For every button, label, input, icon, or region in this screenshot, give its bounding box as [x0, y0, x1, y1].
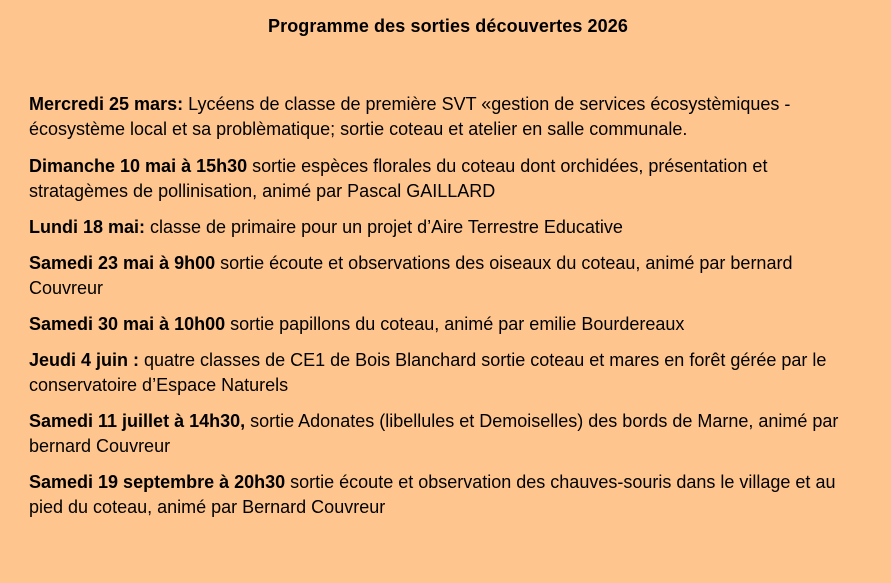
- document-title: Programme des sorties découvertes 2026: [268, 16, 628, 36]
- event-description: sortie écoute et observations des oiseaux du coteau, animé par bernard Couvreur: [29, 253, 793, 298]
- event-item: [29, 154, 867, 204]
- event-description: classe de primaire pour un projet d’Aire Terrestre Educative: [145, 217, 623, 237]
- event-item: [29, 312, 867, 337]
- event-date: Mercredi 25 mars:: [29, 94, 184, 114]
- event-list: [29, 92, 867, 520]
- event-item: [29, 92, 867, 142]
- event-item: [29, 470, 867, 520]
- event-item: [29, 348, 867, 398]
- event-date: Samedi 11 juillet à 14h30,: [29, 411, 246, 431]
- event-date: Samedi 30 mai à 10h00: [29, 314, 226, 334]
- event-description: sortie espèces florales du coteau dont orchidées, présentation et stratagèmes de pollinisation, animé par Pascal GAILLARD: [29, 156, 768, 201]
- event-date: Samedi 23 mai à 9h00: [29, 253, 216, 273]
- event-date: Jeudi 4 juin :: [29, 350, 140, 370]
- event-description: sortie papillons du coteau, animé par emilie Bourdereaux: [225, 314, 685, 334]
- event-date: Lundi 18 mai:: [29, 217, 146, 237]
- event-date: Samedi 19 septembre à 20h30: [29, 472, 286, 492]
- event-description: sortie écoute et observation des chauves-souris dans le village et au pied du coteau, animé par Bernard Couvreur: [29, 472, 836, 517]
- event-item: [29, 251, 867, 301]
- event-description: sortie Adonates (libellules et Demoiselles) des bords de Marne, animé par bernard Couvreur: [29, 411, 839, 456]
- event-item: [29, 409, 867, 459]
- event-item: [29, 215, 867, 240]
- event-description: Lycéens de classe de première SVT «gestion de services écosystèmiques - écosystème local et sa problèmatique; sortie coteau et atelier en salle communale.: [29, 94, 791, 139]
- event-description: quatre classes de CE1 de Bois Blanchard sortie coteau et mares en forêt gérée par le conservatoire d’Espace Naturels: [29, 350, 827, 395]
- event-date: Dimanche 10 mai à 15h30: [29, 156, 248, 176]
